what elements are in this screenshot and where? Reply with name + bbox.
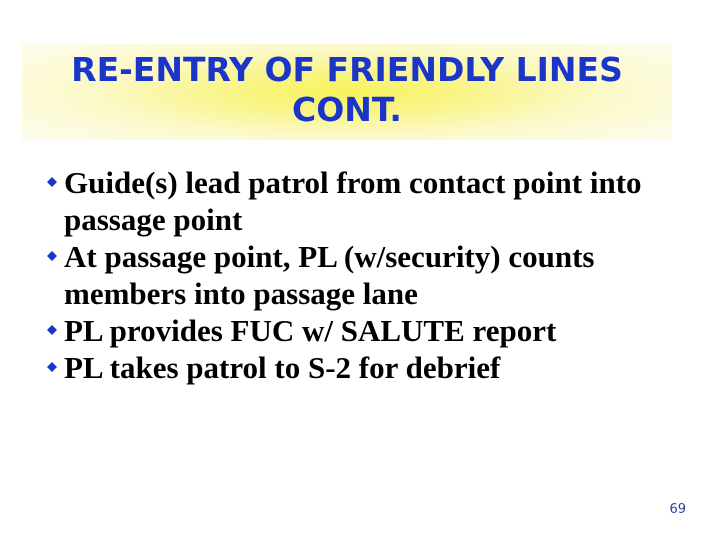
page-number: 69 [669,502,686,517]
diamond-bullet-icon [47,251,57,261]
bullet-list [48,164,688,386]
bullet-item [48,164,688,238]
bullet-item [48,312,688,349]
diamond-bullet-icon [47,362,57,372]
bullet-item [48,349,688,386]
bullet-text: At passage point, PL (w/security) counts members into passage lane [64,239,595,311]
bullet-item [48,238,688,312]
slide-title: RE-ENTRY OF FRIENDLY LINES CONT. [71,50,623,129]
diamond-bullet-icon [47,177,57,187]
bullet-text: PL provides FUC w/ SALUTE report [64,313,557,348]
diamond-bullet-icon [47,325,57,335]
bullet-text: Guide(s) lead patrol from contact point into passage point [64,165,642,237]
bullet-text: PL takes patrol to S-2 for debrief [64,350,501,385]
